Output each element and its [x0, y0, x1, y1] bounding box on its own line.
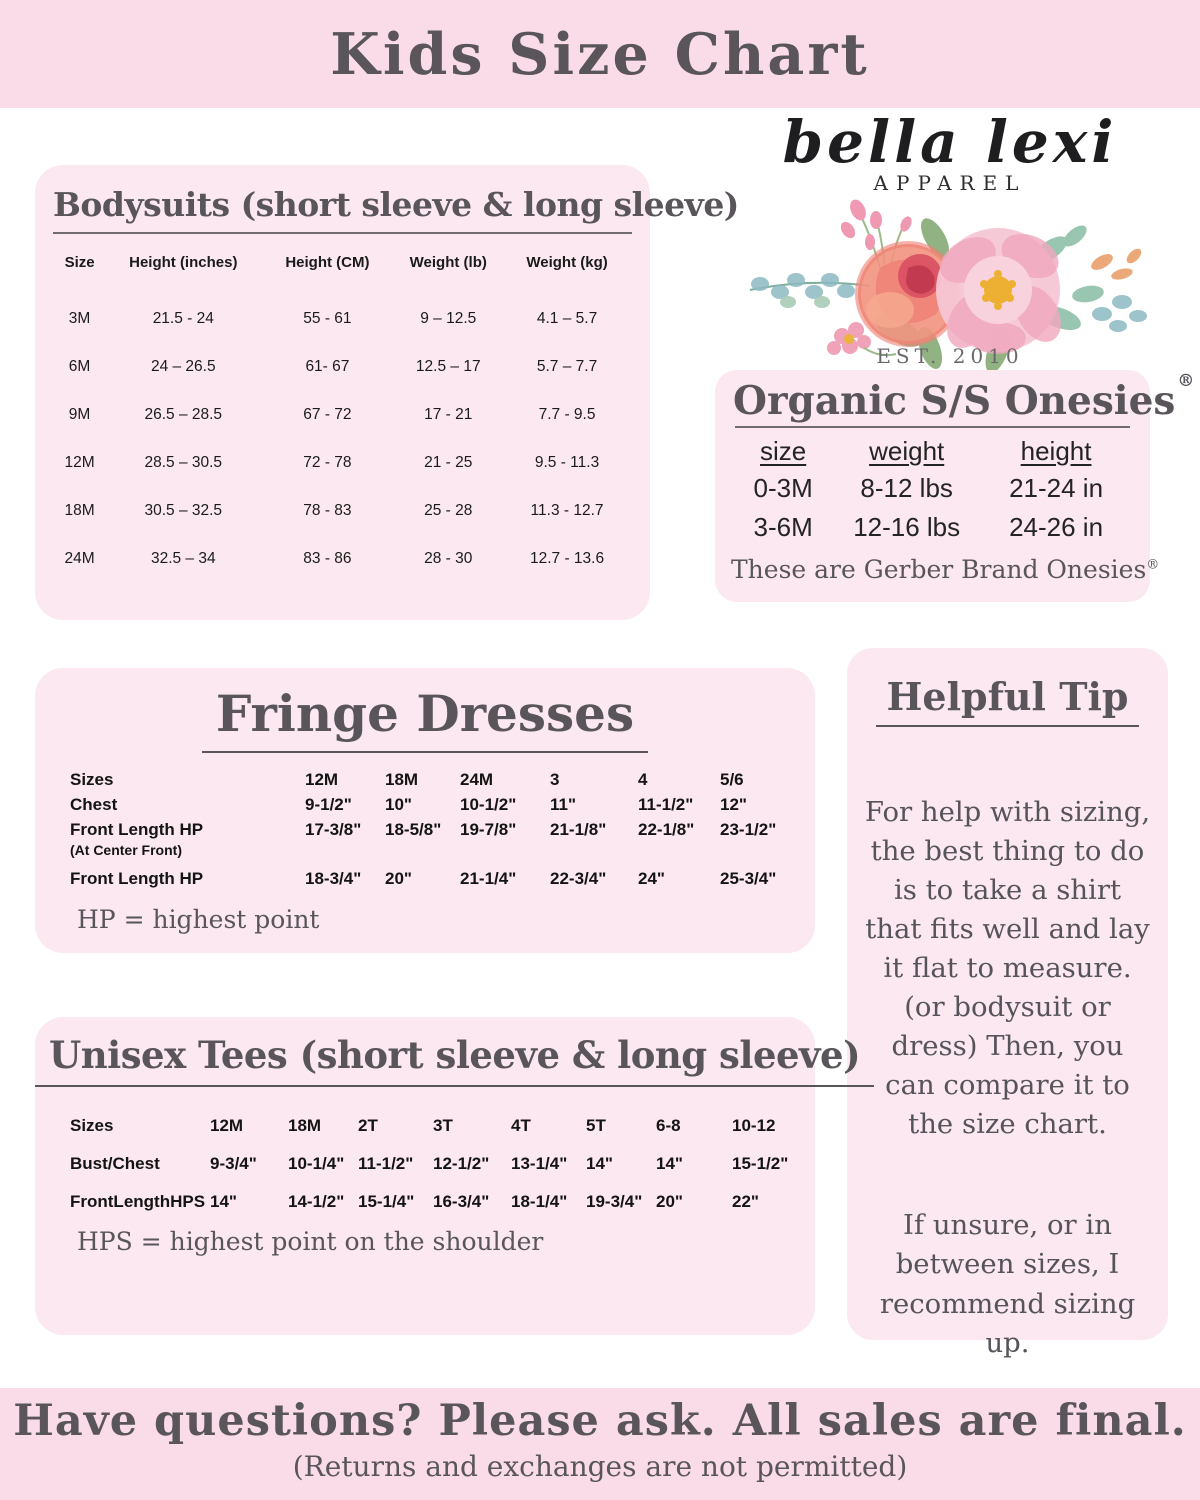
table-row [739, 508, 1126, 547]
value-cell: 25 - 28 [424, 502, 473, 519]
bodysuits-title-underline [53, 232, 632, 234]
row-label-cell: 6M [68, 358, 91, 375]
value-cell: 72 - 78 [303, 454, 352, 471]
value-cell: 10-1/4" [288, 1154, 345, 1173]
bodysuits-panel [35, 165, 739, 620]
table-row [57, 535, 628, 583]
row-label-cell: Sizes [70, 769, 114, 789]
value-cell [550, 842, 638, 860]
value-cell: 12M [305, 769, 339, 789]
row-label-cell: Bust/Chest [70, 1154, 160, 1173]
value-cell: 19-3/4" [586, 1192, 643, 1211]
tees-body [70, 1107, 792, 1221]
value-cell: 28 - 30 [424, 550, 473, 567]
onesies-body [739, 469, 1126, 547]
row-label-cell: Front Length HP [70, 869, 204, 888]
value-cell: 6-8 [656, 1116, 681, 1135]
value-cell: 12M [210, 1116, 244, 1135]
value-cell: 61- 67 [305, 358, 350, 375]
value-cell: 24M [460, 769, 494, 789]
top-banner [0, 0, 1200, 108]
value-cell: 18-5/8" [385, 819, 442, 839]
row-label-cell: Sizes [70, 1116, 114, 1135]
value-cell: 5.7 – 7.7 [536, 358, 598, 375]
value-cell: 22" [732, 1192, 759, 1211]
value-cell: 18M [288, 1116, 322, 1135]
onesies-header-row [739, 434, 1126, 469]
value-cell: 12.7 - 13.6 [529, 550, 605, 567]
brand-logo [730, 106, 1170, 370]
column-header: weight [869, 436, 945, 466]
value-cell: 12-16 lbs [853, 512, 961, 542]
value-cell: 12-1/2" [433, 1154, 490, 1173]
unisex-tees-table [70, 1107, 792, 1221]
fringe-dresses-table [70, 767, 785, 892]
fringe-dresses-title: Fringe Dresses [202, 684, 648, 753]
table-row [57, 295, 628, 343]
value-cell: 11-1/2" [358, 1154, 414, 1173]
row-label-cell: 3M [68, 310, 91, 327]
fringe-body [70, 767, 785, 892]
value-cell: 5/6 [720, 769, 744, 789]
hps-note: HPS = highest point on the shoulder [77, 1227, 544, 1256]
value-cell: 11.3 - 12.7 [530, 502, 604, 519]
table-row [70, 860, 785, 892]
value-cell: 10-12 [732, 1116, 776, 1135]
value-cell: 21.5 - 24 [152, 310, 214, 327]
value-cell: 23-1/2" [720, 819, 777, 839]
registered-trademark-symbol: ® [1177, 371, 1195, 391]
value-cell: 12.5 – 17 [415, 358, 481, 375]
value-cell: 10" [385, 794, 412, 814]
footer-banner [0, 1388, 1200, 1500]
value-cell: 19-7/8" [460, 819, 517, 839]
value-cell: 25-3/4" [720, 869, 777, 888]
onesies-title-text: Organic S/S Onesies [733, 378, 1176, 424]
onesies-table [739, 434, 1126, 547]
table-row [57, 391, 628, 439]
value-cell: 5T [586, 1116, 606, 1135]
value-cell: 3T [433, 1116, 453, 1135]
row-label-cell: 24M [64, 550, 95, 567]
fringe-dresses-panel [35, 668, 815, 953]
column-header: Size [64, 254, 95, 271]
value-cell: 21-1/4" [460, 869, 517, 888]
value-cell: 8-12 lbs [860, 473, 953, 503]
table-row [70, 792, 785, 817]
value-cell: 11" [550, 794, 577, 814]
value-cell: 10-1/2" [460, 794, 517, 814]
bodysuits-header-row [57, 240, 628, 295]
column-header: Weight (kg) [526, 254, 608, 271]
value-cell: 28.5 – 30.5 [144, 454, 223, 471]
row-label-cell: 3-6M [753, 512, 813, 542]
registered-trademark-symbol: ® [1146, 557, 1160, 573]
footer-returns-line: (Returns and exchanges are not permitted) [292, 1450, 908, 1483]
value-cell: 20" [656, 1192, 683, 1211]
value-cell: 32.5 – 34 [150, 550, 216, 567]
value-cell: 83 - 86 [303, 550, 352, 567]
value-cell [638, 842, 720, 860]
onesies-title [731, 371, 1195, 426]
value-cell: 24" [638, 869, 665, 888]
value-cell: 15-1/2" [732, 1154, 789, 1173]
tip-paragraph-1: For help with sizing, the best thing to do is to take a shirt that fits well and lay it flat to measure. (or bodysuit or dress) Then, you can compare it to the size chart. [864, 796, 1151, 1141]
value-cell: 21-24 in [1009, 473, 1104, 503]
value-cell [720, 842, 785, 860]
table-row [57, 343, 628, 391]
value-cell: 18-3/4" [305, 869, 362, 888]
brand-name: bella lexi [782, 108, 1118, 176]
value-cell: 18M [385, 769, 419, 789]
value-cell [305, 842, 385, 860]
value-cell: 9 – 12.5 [420, 310, 477, 327]
value-cell: 30.5 – 32.5 [144, 502, 223, 519]
bodysuits-body [57, 295, 628, 583]
value-cell: 12" [720, 794, 747, 814]
table-row [57, 439, 628, 487]
bodysuits-table [57, 240, 628, 583]
row-label-cell: FrontLengthHPS [70, 1192, 206, 1211]
row-label-cell: 12M [64, 454, 95, 471]
table-row [70, 817, 785, 842]
tip-paragraph-2: If unsure, or in between sizes, I recommend sizing up. [879, 1209, 1136, 1359]
brand-established: EST. 2010 [876, 344, 1024, 368]
unisex-tees-title: Unisex Tees (short sleeve & long sleeve) [35, 1033, 874, 1087]
table-row [70, 767, 785, 792]
value-cell: 4 [638, 769, 648, 789]
onesies-title-underline [735, 426, 1130, 428]
value-cell: 22-1/8" [638, 819, 695, 839]
hp-note: HP = highest point [77, 904, 320, 934]
value-cell: 55 - 61 [303, 310, 352, 327]
value-cell: 21 - 25 [424, 454, 473, 471]
value-cell [385, 842, 460, 860]
value-cell: 20" [385, 869, 412, 888]
gerber-note-text: These are Gerber Brand Onesies [731, 555, 1147, 584]
value-cell: 26.5 – 28.5 [144, 406, 223, 423]
value-cell: 17 - 21 [424, 406, 473, 423]
row-label-cell: 0-3M [753, 473, 813, 503]
value-cell: 3 [550, 769, 560, 789]
value-cell: 15-1/4" [358, 1192, 415, 1211]
value-cell: 2T [358, 1116, 378, 1135]
value-cell: 21-1/8" [550, 819, 607, 839]
table-row [70, 842, 785, 860]
table-row [739, 469, 1126, 508]
page-title: Kids Size Chart [330, 20, 870, 88]
value-cell: 78 - 83 [303, 502, 352, 519]
column-header: height [1020, 436, 1092, 466]
value-cell [460, 842, 550, 860]
column-header: Height (CM) [285, 254, 370, 271]
row-label-cell: 18M [64, 502, 95, 519]
unisex-tees-panel [35, 1017, 861, 1335]
value-cell: 4T [511, 1116, 531, 1135]
footer-question-line: Have questions? Please ask. All sales are final. [13, 1396, 1187, 1446]
column-header: size [759, 436, 807, 466]
gerber-note [731, 555, 1160, 584]
brand-subtitle: APPAREL [873, 170, 1027, 195]
value-cell: 24 – 26.5 [150, 358, 216, 375]
value-cell: 17-3/8" [305, 819, 362, 839]
value-cell: 22-3/4" [550, 869, 607, 888]
value-cell: 11-1/2" [638, 794, 694, 814]
bodysuits-title: Bodysuits (short sleeve & long sleeve) [53, 185, 739, 224]
value-cell: 24-26 in [1009, 512, 1104, 542]
value-cell: 14" [656, 1154, 683, 1173]
value-cell: 16-3/4" [433, 1192, 490, 1211]
value-cell: 7.7 - 9.5 [538, 406, 596, 423]
helpful-tip-panel [847, 648, 1168, 1359]
value-cell: 18-1/4" [511, 1192, 568, 1211]
value-cell: 67 - 72 [303, 406, 352, 423]
onesies-panel [715, 370, 1195, 602]
value-cell: 14" [210, 1192, 237, 1211]
column-header: Weight (lb) [409, 254, 487, 271]
row-label-cell: Chest [70, 794, 118, 814]
row-label-cell: 9M [68, 406, 91, 423]
table-row [70, 1183, 792, 1221]
helpful-tip-title: Helpful Tip [876, 674, 1138, 727]
table-row [57, 487, 628, 535]
column-header: Height (inches) [129, 254, 238, 271]
row-label-cell: (At Center Front) [70, 842, 182, 858]
value-cell: 14-1/2" [288, 1192, 345, 1211]
value-cell: 13-1/4" [511, 1154, 568, 1173]
value-cell: 14" [586, 1154, 613, 1173]
row-label-cell: Front Length HP [70, 819, 204, 839]
table-row [70, 1107, 792, 1145]
value-cell: 9-1/2" [305, 794, 352, 814]
value-cell: 4.1 – 5.7 [536, 310, 598, 327]
table-row [70, 1145, 792, 1183]
value-cell: 9-3/4" [210, 1154, 257, 1173]
value-cell: 9.5 - 11.3 [534, 454, 600, 471]
